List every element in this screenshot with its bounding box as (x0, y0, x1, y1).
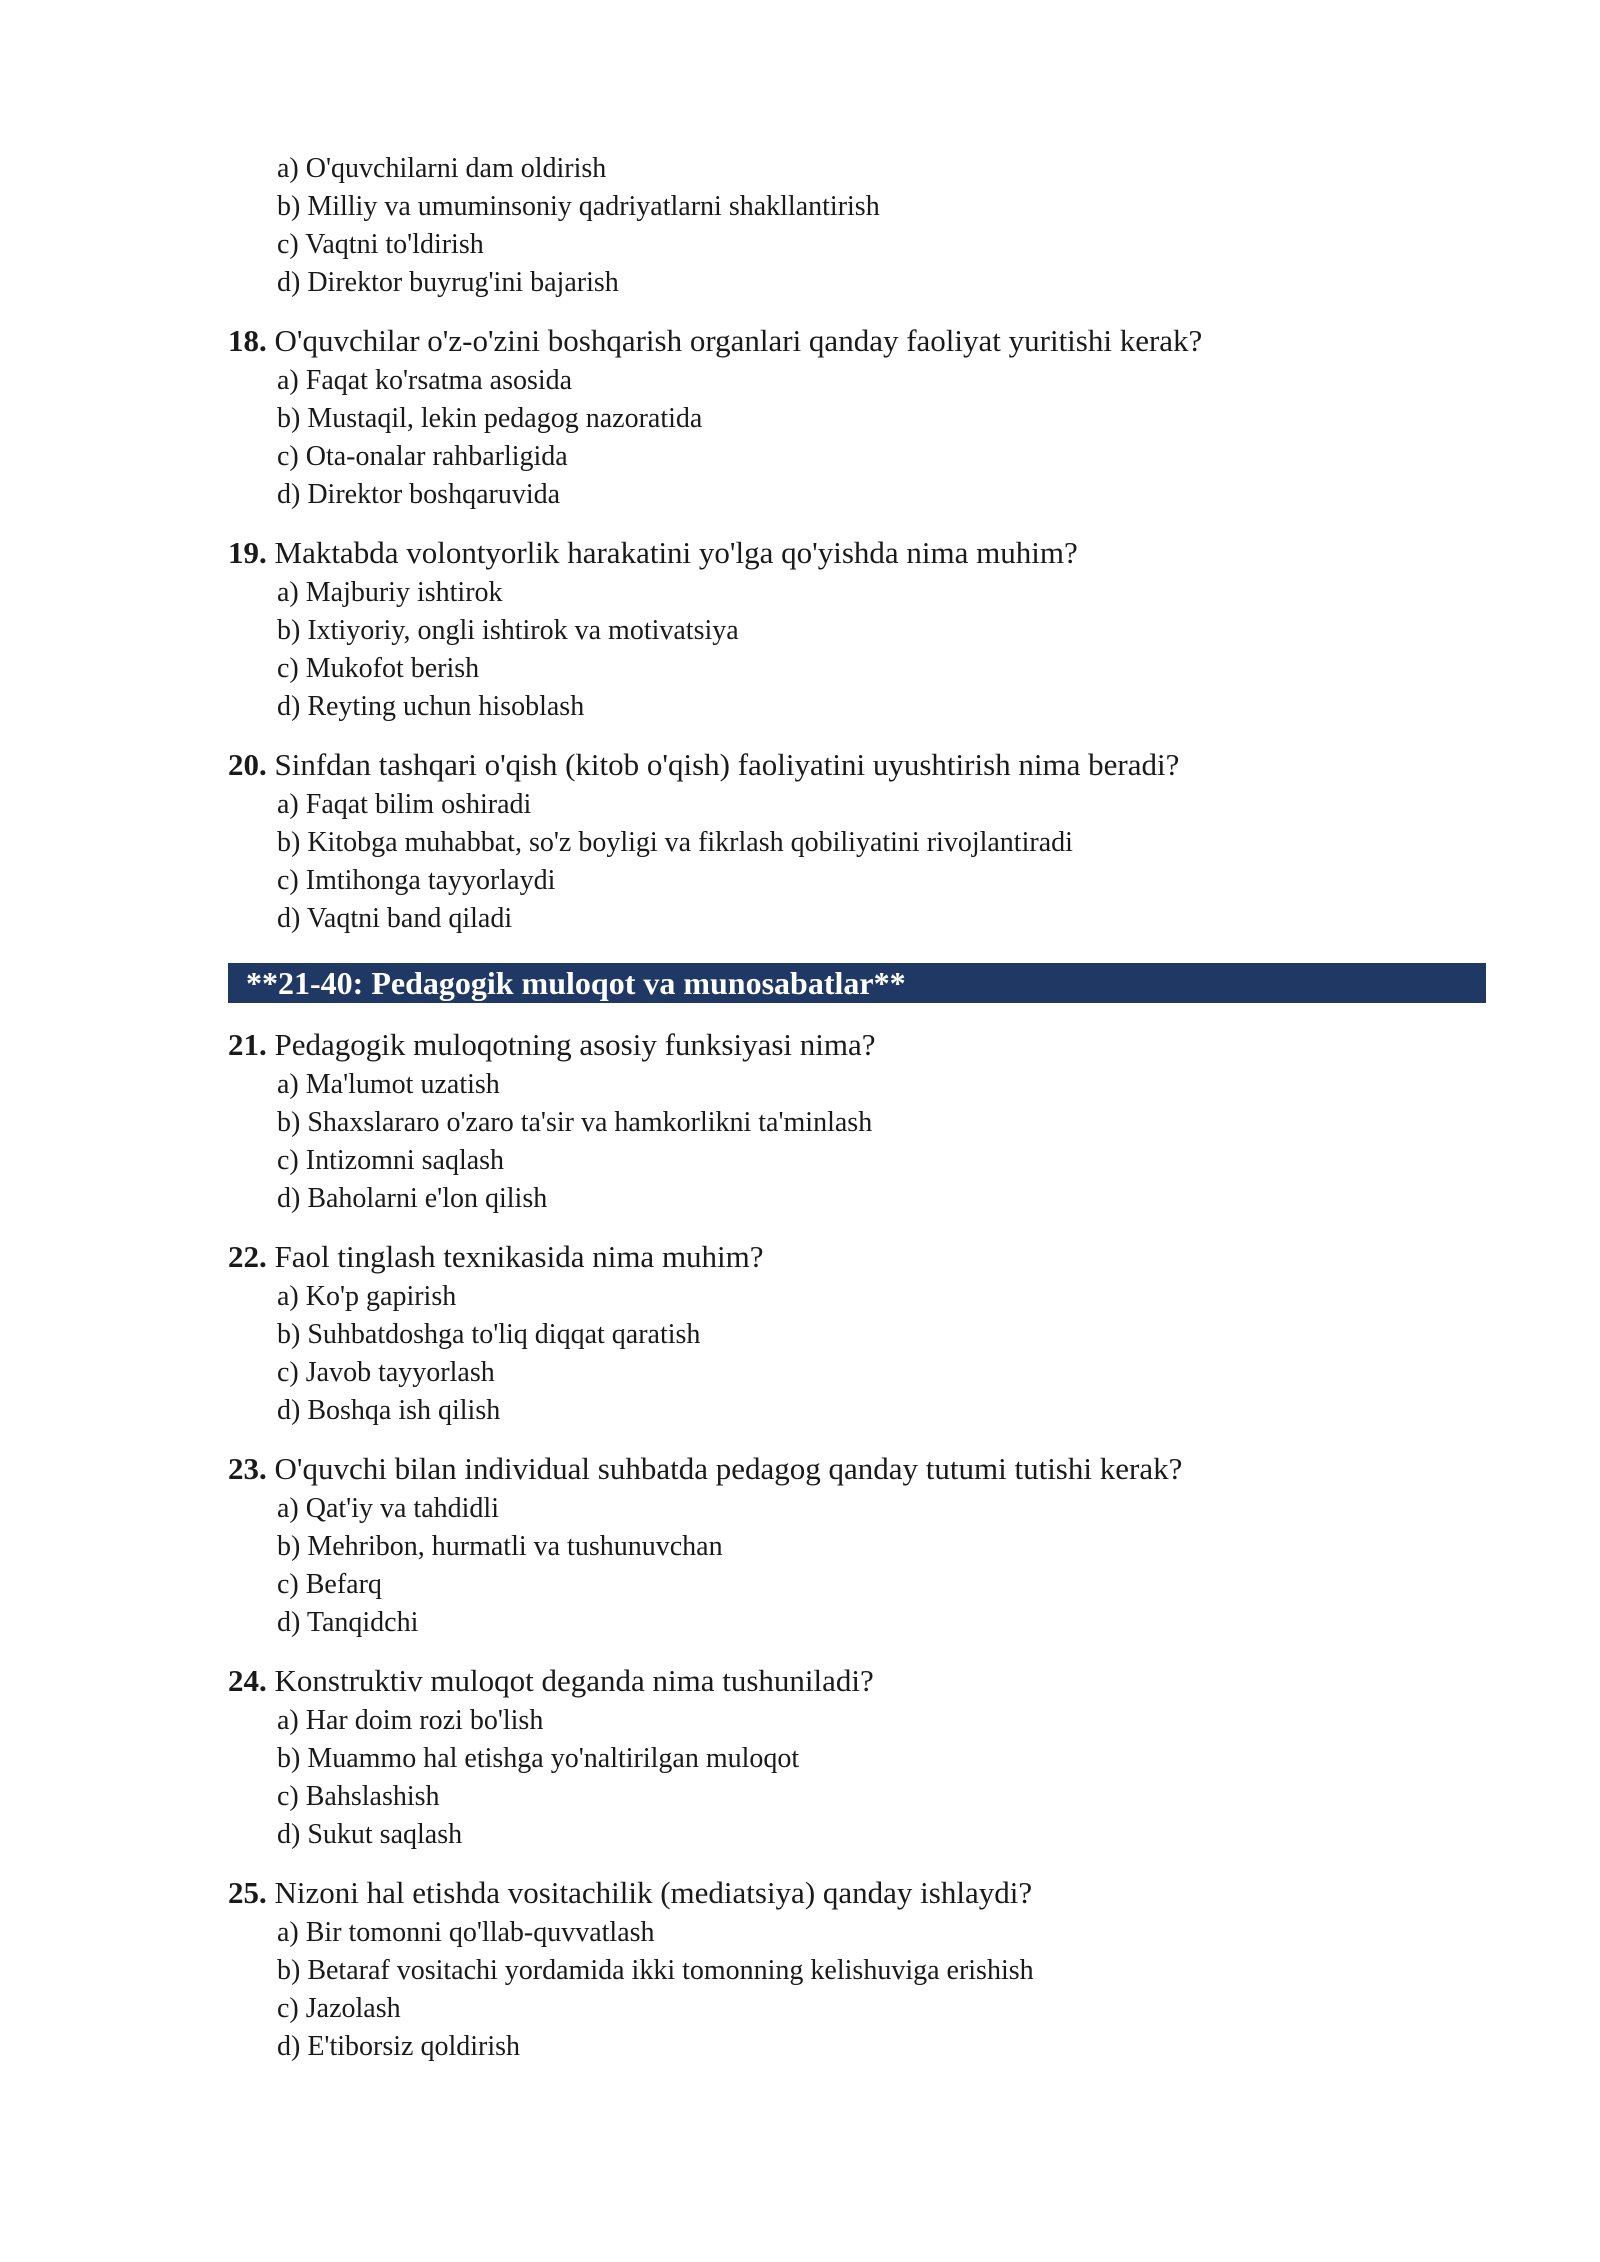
option-23d: d) Tanqidchi (277, 1607, 419, 1638)
option-17c: c) Vaqtni to'ldirish (277, 229, 484, 260)
option-19b: b) Ixtiyoriy, ongli ishtirok va motivatsiya (277, 615, 739, 646)
question-text: Konstruktiv muloqot deganda nima tushuniladi? (274, 1663, 874, 1698)
option-18a: a) Faqat ko'rsatma asosida (277, 365, 573, 396)
option-25c: c) Jazolash (277, 1993, 401, 2024)
question-number: 21. (228, 1027, 267, 1062)
option-23c: c) Befarq (277, 1569, 382, 1600)
question-number: 24. (228, 1663, 267, 1698)
option-22c: c) Javob tayyorlash (277, 1357, 495, 1388)
question-number: 20. (228, 747, 267, 782)
question-24 (228, 1661, 874, 1701)
option-22b: b) Suhbatdoshga to'liq diqqat qaratish (277, 1319, 701, 1350)
option-25a: a) Bir tomonni qo'llab-quvvatlash (277, 1917, 655, 1948)
question-18 (228, 321, 1202, 361)
option-20a: a) Faqat bilim oshiradi (277, 789, 532, 820)
option-21a: a) Ma'lumot uzatish (277, 1069, 500, 1100)
option-21c: c) Intizomni saqlash (277, 1145, 505, 1176)
question-number: 22. (228, 1239, 267, 1274)
question-25 (228, 1873, 1032, 1913)
option-25b: b) Betaraf vositachi yordamida ikki tomonning kelishuviga erishish (277, 1955, 1034, 1986)
option-24b: b) Muammo hal etishga yo'naltirilgan muloqot (277, 1743, 800, 1774)
question-number: 25. (228, 1875, 267, 1910)
option-18c: c) Ota-onalar rahbarligida (277, 441, 568, 472)
question-text: Faol tinglash texnikasida nima muhim? (274, 1239, 764, 1274)
option-21b: b) Shaxslararo o'zaro ta'sir va hamkorlikni ta'minlash (277, 1107, 873, 1138)
question-21 (228, 1025, 876, 1065)
question-text: Pedagogik muloqotning asosiy funksiyasi nima? (274, 1027, 876, 1062)
option-23b: b) Mehribon, hurmatli va tushunuvchan (277, 1531, 723, 1562)
option-19a: a) Majburiy ishtirok (277, 577, 503, 608)
option-20c: c) Imtihonga tayyorlaydi (277, 865, 556, 896)
option-17a: a) O'quvchilarni dam oldirish (277, 153, 607, 184)
option-18d: d) Direktor boshqaruvida (277, 479, 561, 510)
question-22 (228, 1237, 764, 1277)
question-number: 18. (228, 323, 267, 358)
question-23 (228, 1449, 1182, 1489)
option-21d: d) Baholarni e'lon qilish (277, 1183, 548, 1214)
option-22a: a) Ko'p gapirish (277, 1281, 457, 1312)
option-19c: c) Mukofot berish (277, 653, 480, 684)
option-20d: d) Vaqtni band qiladi (277, 903, 513, 934)
option-24c: c) Bahslashish (277, 1781, 440, 1812)
option-17d: d) Direktor buyrug'ini bajarish (277, 267, 619, 298)
option-18b: b) Mustaqil, lekin pedagog nazoratida (277, 403, 703, 434)
question-text: Nizoni hal etishda vositachilik (mediatsiya) qanday ishlaydi? (274, 1875, 1033, 1910)
question-text: Maktabda volontyorlik harakatini yo'lga qo'yishda nima muhim? (274, 535, 1078, 570)
question-text: Sinfdan tashqari o'qish (kitob o'qish) faoliyatini uyushtirish nima beradi? (274, 747, 1180, 782)
question-text: O'quvchilar o'z-o'zini boshqarish organlari qanday faoliyat yuritishi kerak? (274, 323, 1203, 358)
question-text: O'quvchi bilan individual suhbatda pedagog qanday tutumi tutishi kerak? (274, 1451, 1183, 1486)
option-25d: d) E'tiborsiz qoldirish (277, 2031, 521, 2062)
option-19d: d) Reyting uchun hisoblash (277, 691, 585, 722)
question-number: 23. (228, 1451, 267, 1486)
option-24a: a) Har doim rozi bo'lish (277, 1705, 544, 1736)
question-20 (228, 745, 1179, 785)
section-heading: **21-40: Pedagogik muloqot va munosabatlar** (228, 963, 1486, 1003)
option-20b: b) Kitobga muhabbat, so'z boyligi va fikrlash qobiliyatini rivojlantiradi (277, 827, 1073, 858)
option-22d: d) Boshqa ish qilish (277, 1395, 501, 1426)
option-24d: d) Sukut saqlash (277, 1819, 463, 1850)
question-19 (228, 533, 1078, 573)
option-17b: b) Milliy va umuminsoniy qadriyatlarni shakllantirish (277, 191, 880, 222)
option-23a: a) Qat'iy va tahdidli (277, 1493, 499, 1524)
question-number: 19. (228, 535, 267, 570)
